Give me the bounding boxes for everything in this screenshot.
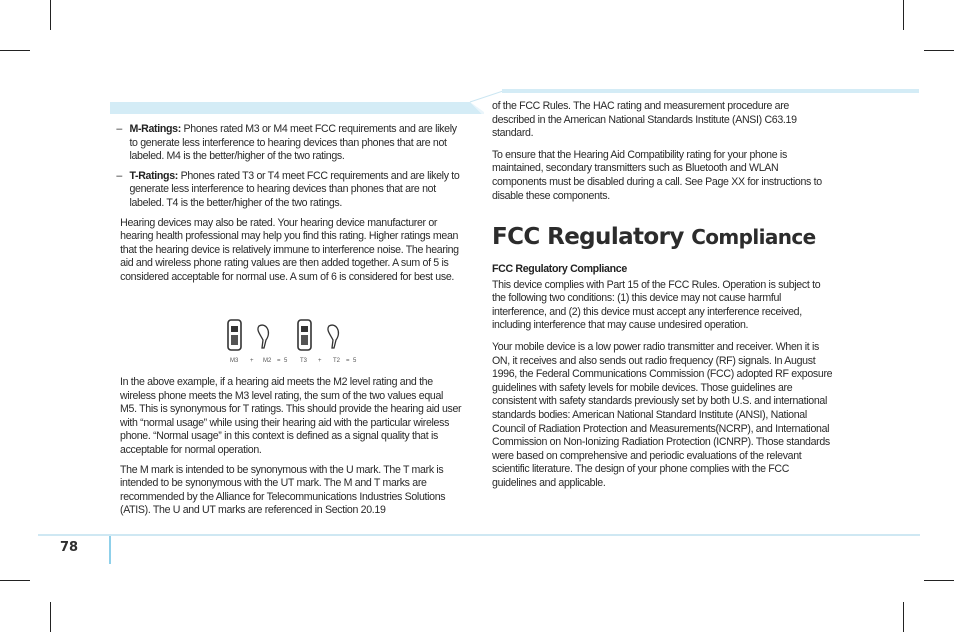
bullet-term: T-Ratings:: [129, 169, 178, 182]
bullet-text: Phones rated T3 or T4 meet FCC requirements and are likely to generate less interference to hearing devices than phones that are not labeled. T4 is the better/higher of the two ratings.: [129, 169, 460, 209]
bullet-t-ratings: [116, 169, 462, 211]
bullet-text: Phones rated M3 or M4 meet FCC requirements and are likely to generate less interference to hearing devices than phones that are not labeled. M4 is the better/higher of the two ratings.: [129, 123, 457, 163]
t-sum-label: 5: [353, 358, 357, 364]
subheading: FCC Regulatory Compliance: [492, 263, 627, 275]
t-phone-label: T3: [300, 358, 308, 364]
equals-sign: =: [346, 358, 350, 364]
right-column-bottom: [492, 263, 832, 497]
left-column-lower: [120, 376, 462, 524]
bullet-dash: –: [116, 169, 122, 182]
m-aid-label: M2: [263, 358, 272, 364]
footer-band: [38, 534, 920, 536]
crop-mark: [924, 580, 954, 581]
equals-sign: =: [277, 358, 281, 364]
t-aid-label: T2: [333, 358, 341, 364]
left-column: [116, 123, 462, 291]
heading-small: Compliance: [691, 225, 816, 249]
paragraph: of the FCC Rules. The HAC rating and measurement procedure are described in the American National Standards Institute (ANSI) C63.19 standard.: [492, 100, 797, 140]
paragraph: In the above example, if a hearing aid meets the M2 level rating and the wireless phone meets the M3 level rating, the sum of the two values equal M5. This is synonymous for T ratings. This should provide the hearing aid user with “normal usage” while using their hearing aid with the particular wireless phone. “Normal usage” in this context is defined as a signal quality that is acceptable for normal operation.: [120, 376, 462, 456]
heading-main: FCC Regulatory: [492, 224, 684, 250]
paragraph: Your mobile device is a low power radio transmitter and receiver. When it is ON, it receives and also sends out radio frequency (RF) signals. In August 1996, the Federal Communications Commission (FCC) adopted RF exposure guidelines with safety levels for mobile devices. Those guidelines are consistent with safety standards previously set by both U.S. and international standards bodies: American National Standard Institute (ANSI), National Council of Radiation Protection and Measurements(NCRP), and International Commission on Non-Ionizing Radiation Protection (ICNRP). Those standards were based on comprehensive and periodic evaluations of the relevant scientific literature. The design of your phone complies with the FCC guidelines and applicable.: [492, 340, 833, 489]
m-sum-label: 5: [284, 358, 288, 364]
crop-mark: [50, 602, 51, 632]
bullet-m-ratings: [116, 123, 462, 164]
bullet-dash: –: [116, 123, 122, 135]
plus-sign: +: [250, 358, 254, 364]
hearing-aid-icon: [328, 325, 339, 348]
paragraph: This device complies with Part 15 of the FCC Rules. Operation is subject to the following two conditions: (1) this device may not cause harmful interference, and (2) this device must accept any interference received, including interference that may cause undesired operation.: [492, 278, 821, 332]
section-heading: [492, 224, 816, 250]
m-phone-label: M3: [230, 358, 239, 364]
paragraph: The M mark is intended to be synonymous with the U mark. The T mark is intended to be synonymous with the UT mark. The M and T marks are recommended by the Alliance for Telecommunications Industries Solutions (ATIS). The U and UT marks are referenced in Section 20.19: [120, 463, 446, 517]
rating-example-figure: [226, 318, 366, 366]
page-number: 78: [60, 540, 79, 555]
paragraph: Hearing devices may also be rated. Your hearing device manufacturer or hearing health professional may help you find this rating. Higher ratings mean that the hearing device is relatively immune to interference noise. The hearing aid and wireless phone rating values are then added together. A sum of 5 is considered acceptable for normal use. A sum of 6 is considered for best use.: [120, 216, 459, 283]
crop-mark: [0, 580, 30, 581]
phone-icon: [228, 320, 241, 350]
page-number-divider: [109, 536, 111, 564]
bullet-term: M-Ratings:: [129, 123, 181, 135]
crop-mark: [903, 602, 904, 632]
paragraph: To ensure that the Hearing Aid Compatibility rating for your phone is maintained, secondary transmitters such as Bluetooth and WLAN components must be disabled during a call. See Page XX for instructions to disable these components.: [492, 148, 822, 202]
phone-icon: [298, 320, 311, 350]
right-column-top: [492, 100, 832, 209]
plus-sign: +: [318, 358, 322, 364]
hearing-aid-icon: [258, 325, 269, 348]
